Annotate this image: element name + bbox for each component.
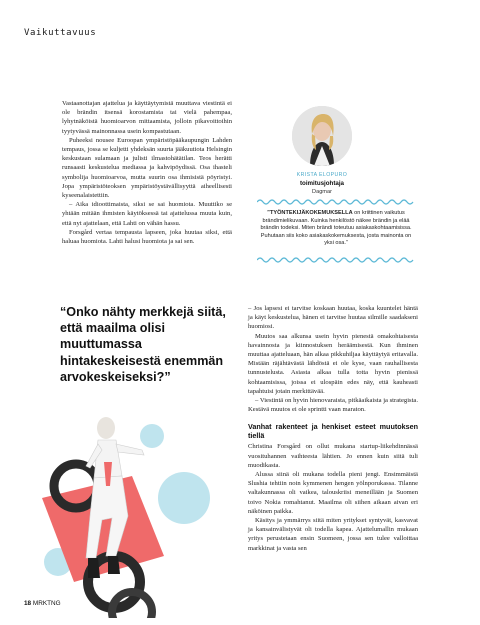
left-column [62, 99, 232, 246]
byline-name: KRISTA ELOPURO [296, 172, 348, 178]
publication-name: MRKTNG [32, 600, 61, 607]
wave-divider-icon [257, 256, 415, 264]
wave-divider-icon [257, 198, 415, 206]
paragraph: – Aika idioottimaista, siksi se sai huomiota. Muuttiko se yhtään mitään ihmisten käytöksessä tai ajattelussa muuta kuin, että nyt ajattelaan, että Lahti on vähän hassu. [62, 201, 232, 227]
byline-company: Dagmar [312, 189, 332, 195]
paragraph: Käsitys ja ymmärrys siitä miten yritykset syntyvät, kasvavat ja kansainvälistyvät oli todella kapea. Ajattelumallin mukaan yritys perustetaan ensin Suomeen, jossa sen tulee valloittaa markkinat ja vasta sen [248, 517, 418, 552]
paragraph: – Jos lapsesi ei tarvitse koskaan huutaa, koska kuuntelet häntä ja käyt keskustelua, hänen ei tarvitse huutaa silmille saadakseni huomiosi. [248, 305, 418, 331]
teal-circle [140, 424, 164, 448]
infobox-quote [258, 210, 414, 248]
pull-quote: “Onko nähty merkkejä siitä, että maailma olisi muuttumassa hintakeskeisestä enemmän arvokeskeiseksi?” [60, 305, 226, 384]
paragraph: Vastaanottajan ajattelua ja käyttäytymistä muuttava viestintä ei ole brändin itsensä korostamista tai vielä pahempaa, lyhytnäköistä huomioarvon mittaamista, jolloin pikavoittoihin tyytyvässä mainonnassa usein kompastutaan. [62, 100, 232, 135]
paragraph: Alussa siinä oli mukana todella pieni jengi. Ensimmäistä Slushia tehtiin noin kymmenen hengen yölnporukassa. Tilanne valtakunnassa oli vaikea, talouskriisi meneillään ja Suomen toivo Nokia romahtanut. Maailma oli siihen aikaan aivan eri näköinen paikka. [248, 471, 418, 515]
byline-role: toimitusjohtaja [299, 180, 344, 187]
infobox-text: on kriittinen vaikutus brändimielikuvaan. Kuinka henkilöstö näkee brändin ja elää brändin todeksi. Miten brändi toteutuu asiakaskohtaamisissa. Puhutaan siis koko asiakaskokemuksesta, josta mainonta on yksi osa.” [260, 210, 412, 247]
infobox-lead: ”TYÖNTEKIJÄKOKEMUKSELLA [267, 210, 353, 216]
paragraph: Christina Forsgård on ollut mukana startup-liikehdinnässä vuosituhannen vaihteesta lähtien. Jo ennen kuin siitä tuli muodikasta. [248, 443, 418, 469]
teal-circle [158, 472, 210, 524]
paragraph: Muutos saa alkunsa usein hyvin pienestä omakohtaisesta havainnosta ja kiinnostuksen heräämisestä. Kun ihminen muuttaa ajatteluaan, hän alkaa pikkuhiljaa käyttäytyä eritavalla. Mistään räjähtävästä lähdöstä ei ole kyse, vaan rauhallisesta tunnustelusta. Asiasta alkaa tulla totta hyvin pienissä kohtaamisissa, joissa ei ulospäin edes näy, että kauheasti tapahtuisi jotain merkittävää. [248, 332, 418, 395]
portrait-illustration [292, 106, 352, 166]
page-number: 18 [24, 600, 32, 607]
paragraph: Puheeksi nousee Euroopan ympäristöpääkaupungin Lahden tempaus, jossa se kuljetti yhdeksän suurta jääkuutiota Helsingin keskustaan sulamaan ja julisti ilmastohätätilan. Teos herätti runsaasti keskustelua mediassa ja kahvipöydissä. Osa ihasteli symbolija huomioarvoa, mutta suurin osa ihmisistä pöyristyi. Jopa ympäristöteoksen ympäristöystävällisyyttä aiheellisesti kyseenalaistettiin. [62, 136, 232, 200]
right-column [248, 304, 418, 553]
subheading: Vanhat rakenteet ja henkiset esteet muutoksen tiellä [248, 422, 418, 441]
portrait-photo [292, 106, 352, 166]
paragraph: – Viestintä on hyvin hienovaraista, pitkäaikaista ja strategista. Kestävä muutos ei ole sprintti vaan maraton. [248, 397, 419, 414]
paragraph: Forsgård vertaa tempausta lapseen, joka huutaa siksi, että haluaa huomiota. Lahti halusi huomiota ja sai sen. [62, 228, 232, 246]
fashion-collage-illustration [24, 406, 224, 618]
page-footer [24, 600, 61, 607]
section-label: Vaikuttavuus [24, 28, 97, 38]
